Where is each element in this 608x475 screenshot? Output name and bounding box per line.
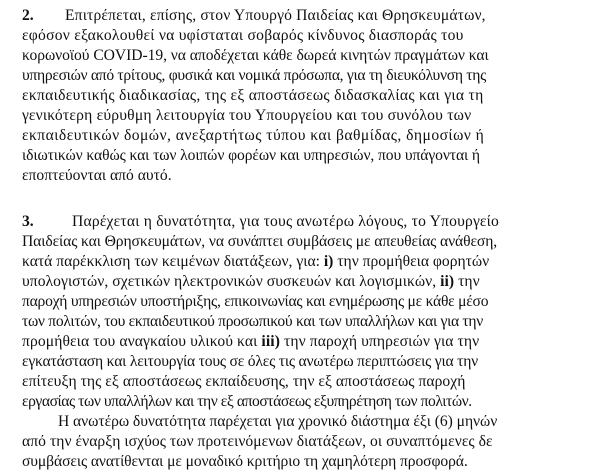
paragraph-text: την παροχή υπηρεσιών για την [280,333,480,350]
section-2-line-6 [0,106,608,126]
section-3-line-10 [0,392,608,412]
paragraph-text-group [22,252,489,272]
section-3-line-8 [0,352,608,372]
section-3-line-6 [0,312,608,332]
paragraph-text: ιδιωτικών καθώς και των λοιπών φορέων και υπηρεσιών, που υπάγονται ή [22,147,480,164]
section-2-line-7 [0,126,608,146]
section-3-line-1 [0,212,608,232]
section-3-line-5 [0,292,608,312]
section-3-line-9 [0,372,608,392]
section-2-line-3 [0,46,608,66]
paragraph-text: εργασίας των υπαλλήλων και την εξ αποστάσεως εξυπηρέτηση των πολιτών. [22,393,472,410]
section-3-line-7 [0,332,608,352]
paragraph-text: την προμήθεια φορητών [333,253,490,270]
paragraph-text: Παρέχεται η δυνατότητα, για τους ανωτέρω λόγους, το Υπουργείο [72,213,499,230]
section-2-line-8 [0,146,608,166]
section-3-line-11 [0,412,608,432]
section-number: 2. [22,7,34,24]
paragraph-text: Παιδείας και Θρησκευμάτων, να συνάπτει συμβάσεις με απευθείας ανάθεση, [22,233,498,250]
paragraph-text: εκπαιδευτικών δομών, ανεξαρτήτως τύπου και βαθμίδας, δημοσίων ή [22,127,485,144]
paragraph-text: κορωνοϊού COVID-19, να αποδέχεται κάθε δωρεά κινητών πραγμάτων και [22,47,489,64]
paragraph-text: κατά παρέκκλιση των κειμένων διατάξεων, για: [22,253,324,270]
paragraph-text: γενικότερη εύρυθμη λειτουργία του Υπουργείου και του συνόλου των [22,107,472,124]
paragraph-text: προμήθεια του αναγκαίου υλικού και [22,333,262,350]
paragraph-text: συμβάσεις ανατίθενται με μοναδικό κριτήριο τη χαμηλότερη προσφορά. [22,453,468,470]
paragraph-text: επίτευξη της εξ αποστάσεως εκπαίδευσης, την εξ αποστάσεως παροχή [22,373,466,390]
paragraph-text: εφόσον εξακολουθεί να υφίσταται σοβαρός κίνδυνος διασποράς του [22,27,464,44]
section-2-line-4 [0,66,608,86]
list-marker-ii: ii) [440,273,455,290]
section-2-line-9 [0,166,608,186]
paragraph-text: εποπτεύονται από αυτό. [22,167,172,184]
paragraph-text: Η ανωτέρω δυνατότητα παρέχεται για χρονικό διάστημα έξι (6) μηνών [58,413,498,430]
section-2-line-2 [0,26,608,46]
paragraph-text: εκπαιδευτικής διαδικασίας, της εξ αποστάσεως διδασκαλίας και για τη [22,87,484,104]
paragraph-text: την [454,273,480,290]
section-3-line-13 [0,452,608,472]
section-number: 3. [22,213,34,230]
paragraph-text: εγκατάσταση και λειτουργία τους σε όλες τις ανωτέρω περιπτώσεις για την [22,353,478,370]
paragraph-text: υπολογιστών, σχετικών ηλεκτρονικών συσκευών και λογισμικών, [22,273,441,290]
paragraph-text-group [22,272,480,292]
paragraph-text: των πολιτών, του εκπαιδευτικού προσωπικού και των υπαλλήλων και για την [22,313,484,330]
paragraph-text: υπηρεσιών από τρίτους, φυσικά και νομικά πρόσωπα, για τη διευκόλυνση της [22,67,486,84]
section-2-line-1 [0,6,608,26]
section-3-line-2 [0,232,608,252]
section-3-line-3 [0,252,608,272]
section-3-line-12 [0,432,608,452]
section-2-line-5 [0,86,608,106]
section-3-line-4 [0,272,608,292]
list-marker-iii: iii) [261,333,281,350]
paragraph-text: Επιτρέπεται, επίσης, στον Υπουργό Παιδείας και Θρησκευμάτων, [65,7,486,24]
paragraph-text: από την έναρξη ισχύος των προτεινόμενων διατάξεων, οι συναπτόμενες δε [22,433,493,450]
list-marker-i: i) [323,253,334,270]
paragraph-text: παροχή υπηρεσιών υποστήριξης, επικοινωνίας και ενημέρωσης με κάθε μέσο [22,293,489,310]
paragraph-text-group [22,332,479,352]
